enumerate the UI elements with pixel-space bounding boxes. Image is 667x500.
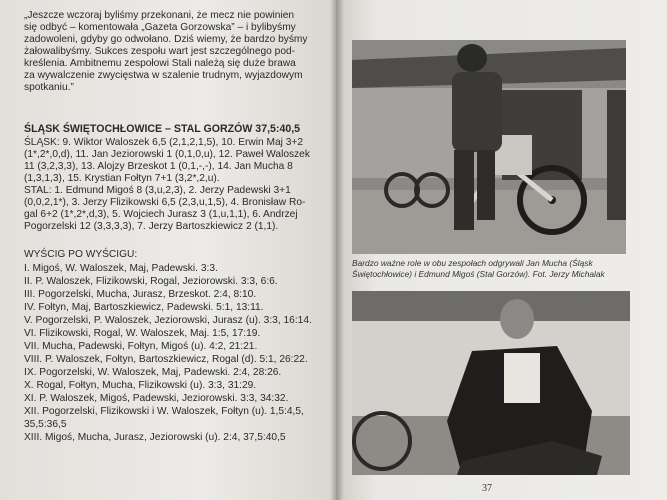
team-line: Pogorzelski 12 (3,3,3,3), 7. Jerzy Bartoszkiewicz 2 (1,1).: [24, 221, 279, 232]
intro-line: spotkaniu.”: [24, 82, 74, 93]
intro-line: za wywalczenie zwycięstwa w szalenie trudnym, wyjazdowym: [24, 70, 303, 81]
team-line: gal 6+2 (1*,2*,d,3), 5. Wojciech Jurasz 3 (1,u,1,1), 6. Andrzej: [24, 209, 298, 220]
team-line: (0,0,2,1*), 3. Jerzy Flizikowski 6,5 (2,3,u,1,5), 4. Bronisław Ro-: [24, 197, 306, 208]
intro-line: zadowoleni, gdyby go odwołano. Dziś wiemy, że bardzo byśmy: [24, 34, 308, 45]
team-line: (1,3,1,3), 15. Krystian Fołtyn 7+1 (3,2*,2,u).: [24, 173, 220, 184]
book-gutter: [330, 0, 344, 500]
race-line: VI. Flizikowski, Rogal, W. Waloszek, Maj. 1:5, 17:19.: [24, 328, 261, 339]
team-line: ŚLĄSK: 9. Wiktor Waloszek 6,5 (2,1,2,1,5), 10. Erwin Maj 3+2: [24, 137, 304, 148]
race-line: IX. Pogorzelski, W. Waloszek, Maj, Padewski. 2:4, 28:26.: [24, 367, 282, 378]
race-line: IV. Fołtyn, Maj, Bartoszkiewicz, Padewski. 5:1, 13:11.: [24, 302, 264, 313]
intro-line: kreślenia. Ambitnemu zespołowi Stali należą się duże brawa: [24, 58, 296, 69]
photo-caption-line: Świętochłowice) i Edmund Migoś (Stal Gorzów). Fot. Jerzy Michalak: [352, 269, 605, 279]
team-line: STAL: 1. Edmund Migoś 8 (3,u,2,3), 2. Jerzy Padewski 3+1: [24, 185, 291, 196]
intro-line: „Jeszcze wczoraj byliśmy przekonani, że mecz nie powinien: [24, 10, 295, 21]
photo-rider-with-bike: [352, 40, 626, 254]
race-line: 35,5:36,5: [24, 419, 67, 430]
photo-caption-line: Bardzo ważne role w obu zespołach odgrywali Jan Mucha (Śląsk: [352, 258, 593, 268]
photo-seated-rider-image: [352, 291, 630, 475]
race-line: III. Pogorzelski, Mucha, Jurasz, Brzeskot. 2:4, 8:10.: [24, 289, 257, 300]
page-number: 37: [482, 483, 492, 494]
race-line: VII. Mucha, Padewski, Fołtyn, Migoś (u). 4:2, 21:21.: [24, 341, 258, 352]
race-line: XI. P. Waloszek, Migoś, Padewski, Jeziorowski. 3:3, 34:32.: [24, 393, 289, 404]
race-line: V. Pogorzelski, P. Waloszek, Jeziorowski, Jurasz (u). 3:3, 16:14.: [24, 315, 312, 326]
intro-line: się odbyć – komentowała „Gazeta Gorzowska” – i bylibyśmy: [24, 22, 296, 33]
right-page: [336, 0, 667, 500]
intro-line: żałowalibyśmy. Sukces zespołu wart jest szczególnego pod-: [24, 46, 296, 57]
race-line: II. P. Waloszek, Flizikowski, Rogal, Jeziorowski. 3:3, 6:6.: [24, 276, 278, 287]
race-line: VIII. P. Waloszek, Fołtyn, Bartoszkiewicz, Rogal (d). 5:1, 26:22.: [24, 354, 308, 365]
results-heading: WYŚCIG PO WYŚCIGU:: [24, 249, 138, 260]
race-line: XIII. Migoś, Mucha, Jurasz, Jeziorowski (u). 2:4, 37,5:40,5: [24, 432, 286, 443]
team-line: 11 (3,2,3,3), 13. Alojzy Brzeskot 1 (0,1,-,-), 14. Jan Mucha 8: [24, 161, 293, 172]
team-line: (1*,2*,0,d), 11. Jan Jeziorowski 1 (0,1,0,u), 12. Paweł Waloszek: [24, 149, 310, 160]
photo-seated-rider: [352, 291, 630, 475]
race-line: X. Rogal, Fołtyn, Mucha, Flizikowski (u). 3:3, 31:29.: [24, 380, 257, 391]
race-line: XII. Pogorzelski, Flizikowski i W. Waloszek, Fołtyn (u). 1,5:4,5,: [24, 406, 304, 417]
photo-rider-with-bike-image: [352, 40, 626, 254]
race-line: I. Migoś, W. Waloszek, Maj, Padewski. 3:3.: [24, 263, 218, 274]
match-heading: ŚLĄSK ŚWIĘTOCHŁOWICE – STAL GORZÓW 37,5:40,5: [24, 123, 301, 135]
